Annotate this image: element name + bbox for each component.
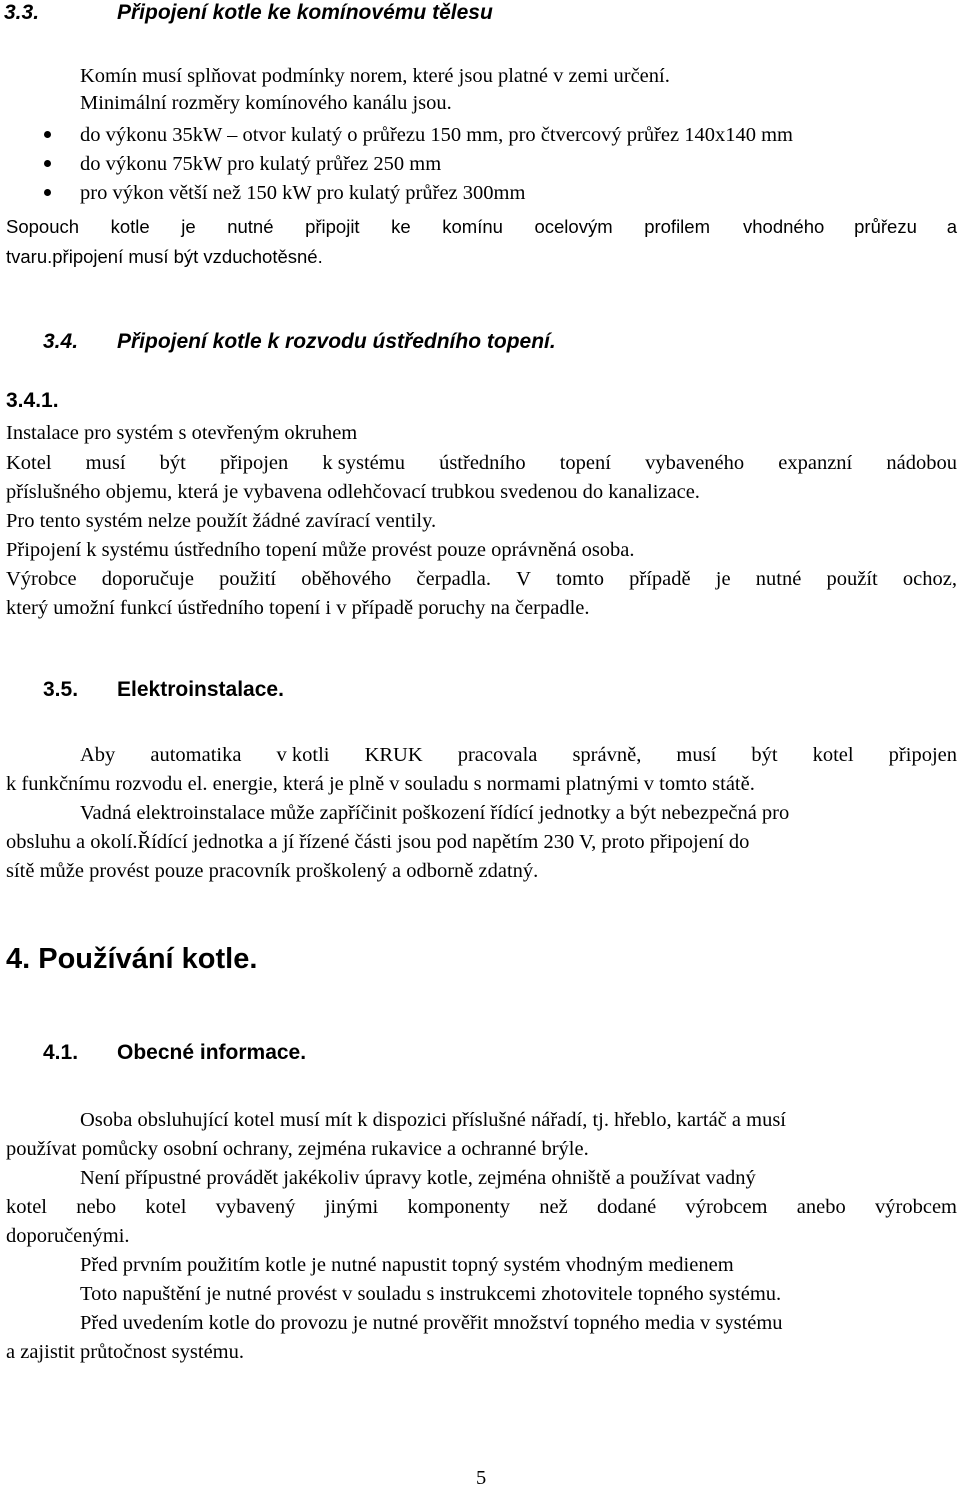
word: Sopouch <box>6 216 80 237</box>
word: vybaveného <box>645 452 745 474</box>
word: dodané <box>597 1196 657 1218</box>
word: správně, <box>572 744 642 766</box>
word: než <box>539 1196 568 1218</box>
paragraph-line: Komín musí splňovat podmínky norem, které jsou platné v zemi určení. <box>80 65 670 87</box>
word: tomto <box>556 568 604 590</box>
word: připojit <box>305 216 360 237</box>
word: být <box>159 452 186 474</box>
word: topení <box>559 452 611 474</box>
paragraph-line <box>6 449 957 478</box>
word: průřezu <box>854 216 917 237</box>
word: KRUK <box>364 744 423 766</box>
word: čerpadla. <box>416 568 491 590</box>
bullet-icon <box>44 131 51 138</box>
word: anebo <box>796 1196 846 1218</box>
paragraph-line: k funkčnímu rozvodu el. energie, která je plně v souladu s normami platnými v tomto státě. <box>6 773 755 795</box>
word: ochoz, <box>902 568 957 590</box>
paragraph-line <box>80 741 957 770</box>
paragraph-line <box>6 565 957 594</box>
word: nutné <box>227 216 274 237</box>
paragraph-line: Před uvedením kotle do provozu je nutné prověřit množství topného media v systému <box>80 1312 783 1334</box>
word: v kotli <box>276 744 330 766</box>
word: výrobcem <box>875 1196 957 1218</box>
bullet-item: do výkonu 35kW – otvor kulatý o průřezu 150 mm, pro čtvercový průřez 140x140 mm <box>80 124 793 146</box>
section-title: Připojení kotle ke komínovému tělesu <box>117 1 493 24</box>
paragraph-line: Minimální rozměry komínového kanálu jsou. <box>80 92 452 114</box>
word: připojen <box>888 744 957 766</box>
word: vhodného <box>743 216 825 237</box>
word: ke <box>391 216 411 237</box>
paragraph-line: používat pomůcky osobní ochrany, zejména rukavice a ochranné brýle. <box>6 1138 589 1160</box>
word: kotel <box>145 1196 187 1218</box>
paragraph-line: Připojení k systému ústředního topení může provést pouze oprávněná osoba. <box>6 539 635 561</box>
word: použít <box>826 568 878 590</box>
word: Kotel <box>6 452 52 474</box>
word: musí <box>676 744 717 766</box>
word: připojen <box>219 452 289 474</box>
section-number: 3.5. <box>43 678 79 701</box>
section-number: 3.3. <box>4 1 40 24</box>
word: musí <box>85 452 126 474</box>
word: Aby <box>80 744 116 766</box>
word: expanzní <box>778 452 853 474</box>
paragraph-line: Osoba obsluhující kotel musí mít k dispozici příslušné nářadí, tj. hřeblo, kartáč a musí <box>80 1109 786 1131</box>
paragraph-line <box>6 1193 957 1222</box>
word: doporučuje <box>101 568 194 590</box>
word: vybavený <box>215 1196 296 1218</box>
paragraph-line: tvaru.připojení musí být vzduchotěsné. <box>6 246 323 267</box>
section-number: 4.1. <box>43 1041 79 1064</box>
paragraph-line: doporučenými. <box>6 1225 130 1247</box>
word: je <box>181 216 196 237</box>
word: a <box>946 216 957 237</box>
section-title: Obecné informace. <box>117 1041 307 1064</box>
word: výrobcem <box>685 1196 768 1218</box>
word: V <box>516 568 531 590</box>
paragraph-line: Vadná elektroinstalace může zapříčinit poškození řídící jednotky a být nebezpečná pro <box>80 802 790 824</box>
word: kotel <box>812 744 854 766</box>
paragraph-line: Není přípustné provádět jakékoliv úpravy kotle, zejména ohniště a používat vadný <box>80 1167 756 1189</box>
word: profilem <box>644 216 710 237</box>
word: k systému <box>322 452 405 474</box>
paragraph-line: Před prvním použitím kotle je nutné napustit topný systém vhodným medienem <box>80 1254 734 1276</box>
word: případě <box>629 568 691 590</box>
word: automatika <box>150 744 242 766</box>
page-number: 5 <box>476 1467 487 1489</box>
word: je <box>715 568 731 590</box>
word: být <box>751 744 778 766</box>
chapter-title: 4. Používání kotle. <box>6 943 258 975</box>
section-number: 3.4. <box>43 330 79 353</box>
word: nebo <box>76 1196 117 1218</box>
bullet-icon <box>44 160 51 167</box>
paragraph-line: obsluhu a okolí.Řídící jednotka a jí řízené části jsou pod napětím 230 V, proto připojení do <box>6 831 750 853</box>
section-title: Připojení kotle k rozvodu ústředního topení. <box>117 330 556 353</box>
bullet-item: pro výkon větší než 150 kW pro kulatý průřez 300mm <box>80 182 526 204</box>
word: komponenty <box>407 1196 511 1218</box>
word: kotle <box>110 216 150 237</box>
paragraph-line: Pro tento systém nelze použít žádné zavírací ventily. <box>6 510 437 532</box>
paragraph-line: Instalace pro systém s otevřeným okruhem <box>6 422 358 444</box>
word: použití <box>219 568 277 590</box>
section-title: Elektroinstalace. <box>117 678 284 701</box>
paragraph-line: sítě může provést pouze pracovník proškolený a odborně zdatný. <box>6 860 539 882</box>
word: ocelovým <box>534 216 613 237</box>
word: pracovala <box>457 744 538 766</box>
word: Výrobce <box>6 568 77 590</box>
word: oběhového <box>301 568 392 590</box>
bullet-icon <box>44 189 51 196</box>
word: kotel <box>6 1196 47 1218</box>
subsection-number: 3.4.1. <box>6 389 59 412</box>
word: nutné <box>755 568 802 590</box>
paragraph-line: a zajistit průtočnost systému. <box>6 1341 244 1363</box>
paragraph-line: Toto napuštění je nutné provést v souladu s instrukcemi zhotovitele topného systému. <box>80 1283 782 1305</box>
paragraph-line: příslušného objemu, která je vybavena odlehčovací trubkou svedenou do kanalizace. <box>6 481 700 503</box>
word: nádobou <box>886 452 957 474</box>
word: jinými <box>324 1196 379 1218</box>
bullet-item: do výkonu 75kW pro kulatý průřez 250 mm <box>80 153 442 175</box>
word: komínu <box>442 216 503 237</box>
paragraph-line: který umožní funkcí ústředního topení i v případě poruchy na čerpadle. <box>6 597 590 619</box>
paragraph-line <box>6 216 957 238</box>
word: ústředního <box>439 452 526 474</box>
